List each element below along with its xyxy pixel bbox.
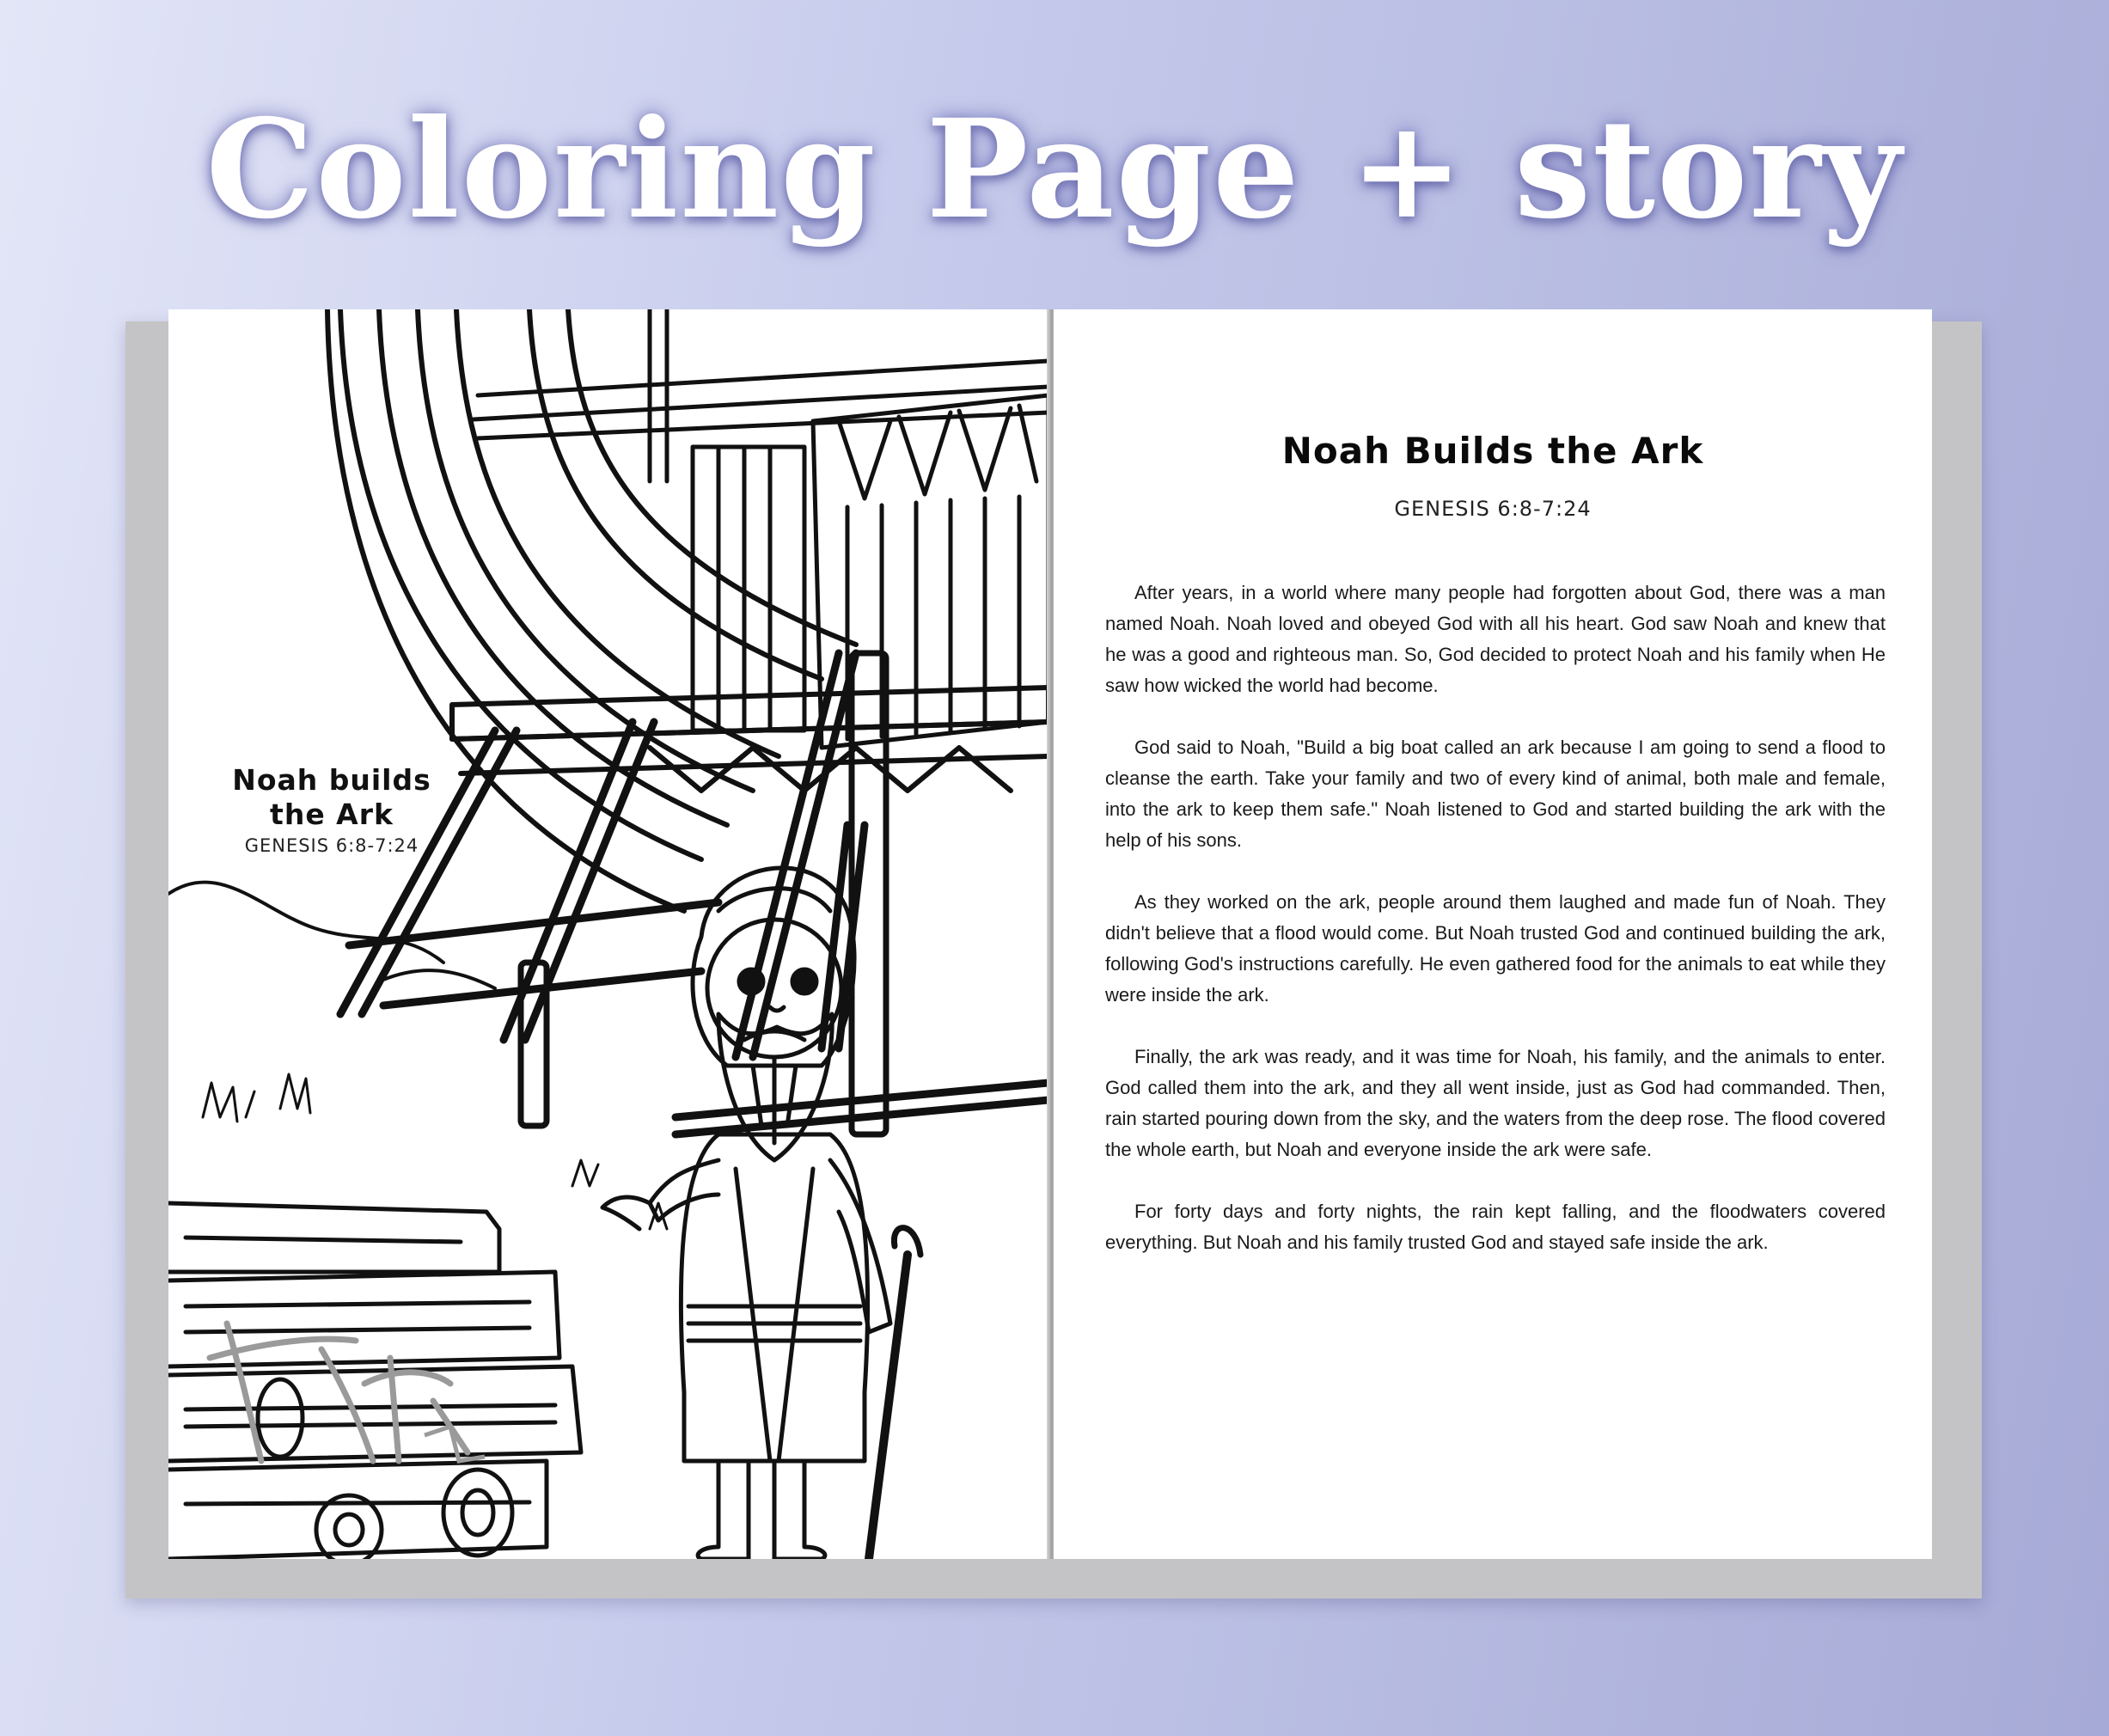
coloring-title-line1: Noah builds (232, 763, 431, 797)
coloring-title-line2: the Ark (270, 798, 394, 831)
story-paragraph: As they worked on the ark, people around them laughed and made fun of Noah. They didn't believe that a flood would come. But Noah trusted God and continued building the ark, following God's instructions carefully. He even gathered food for the animals to eat while they were inside the ark. (1105, 891, 1886, 1006)
coloring-page-title (177, 763, 486, 832)
coloring-page (168, 309, 1048, 1559)
story-paragraph: After years, in a world where many people had forgotten about God, there was a man named Noah. Noah loved and obeyed God with all his heart. God saw Noah and knew that he was a good and righteous man. So, God decided to protect Noah and his family when He saw how wicked the world had become. (1105, 582, 1886, 696)
coloring-page-reference: GENESIS 6:8-7:24 (244, 835, 419, 856)
headline: Coloring Page + story (205, 90, 1904, 249)
story-page (1054, 309, 1932, 1559)
story-title: Noah Builds the Ark (1281, 430, 1704, 472)
story-paragraph: God said to Noah, "Build a big boat called an ark because I am going to send a flood to cleanse the earth. Take your family and two of every kind of animal, both male and female, into the ark to keep them safe." Noah listened to God and started building the ark with the help of his sons. (1105, 737, 1886, 851)
story-reference: GENESIS 6:8-7:24 (1394, 497, 1592, 521)
story-body (1105, 578, 1886, 1289)
signature-watermark-logo (193, 1289, 502, 1478)
story-paragraph: For forty days and forty nights, the rain kept falling, and the floodwaters covered everything. But Noah and his family trusted God and stayed safe inside the ark. (1105, 1201, 1886, 1253)
story-paragraph: Finally, the ark was ready, and it was time for Noah, his family, and the animals to enter. God called them into the ark, and they all went inside, just as God had commanded. Then, rain started pouring down from the sky, and the waters from the deep rose. The flood covered the whole earth, but Noah and everyone inside the ark were safe. (1105, 1046, 1886, 1160)
